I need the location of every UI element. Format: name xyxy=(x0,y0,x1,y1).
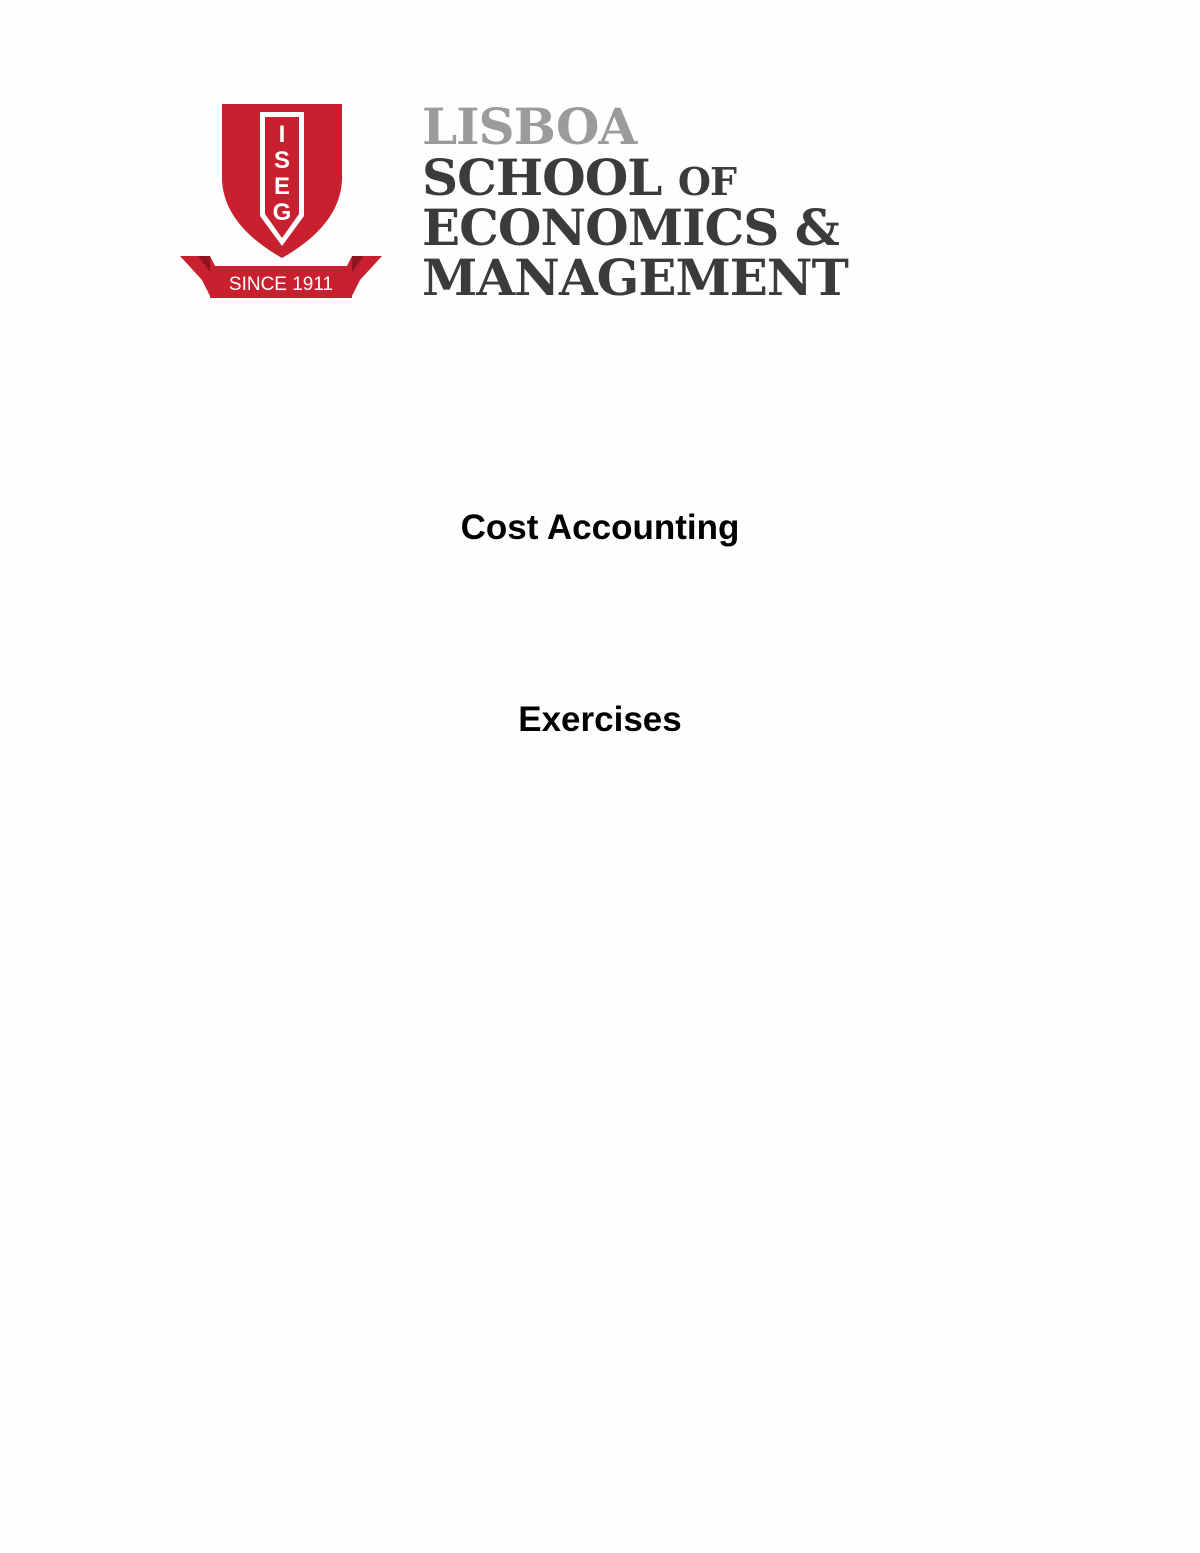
wordmark-of: OF xyxy=(677,159,736,204)
iseg-crest-logo xyxy=(180,100,382,302)
school-wordmark xyxy=(422,97,942,307)
crest-letter-s: S xyxy=(273,147,291,174)
crest-letter-e: E xyxy=(273,173,291,200)
school-logo xyxy=(180,97,940,307)
wordmark-lisboa: LISBOA xyxy=(422,97,637,156)
crest-letter-g: G xyxy=(272,199,292,226)
wordmark-management: MANAGEMENT xyxy=(422,248,848,307)
wordmark-school: SCHOOL xyxy=(422,148,662,207)
crest-banner-text: SINCE 1911 xyxy=(228,274,334,295)
wordmark-school-of xyxy=(422,148,736,207)
wordmark-economics: ECONOMICS & xyxy=(422,198,839,257)
document-subtitle: Exercises xyxy=(518,700,682,739)
crest-letter-i: I xyxy=(278,121,286,148)
document-title: Cost Accounting xyxy=(460,508,740,547)
